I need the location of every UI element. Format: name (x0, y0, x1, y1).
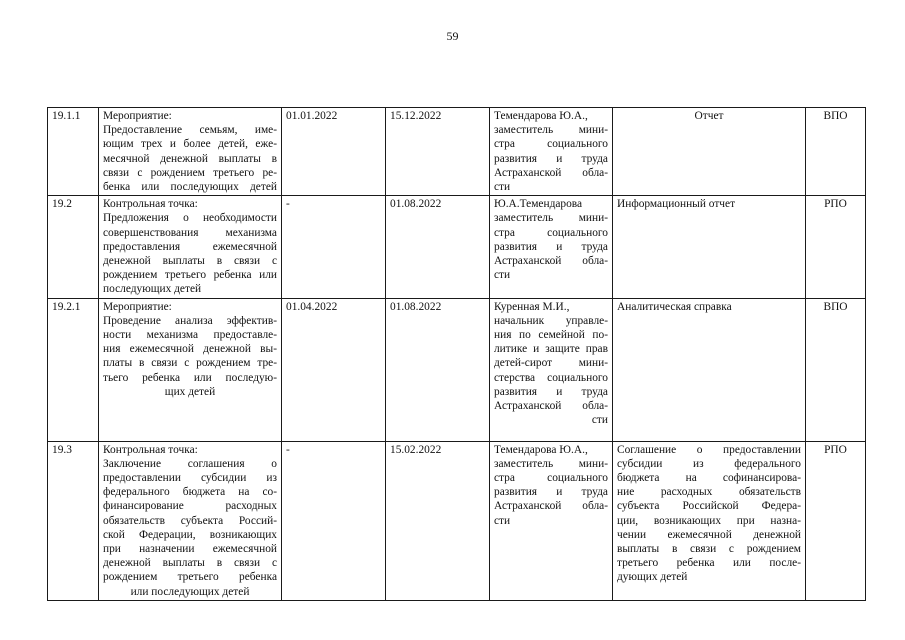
row-result (613, 298, 806, 441)
description-line: ской Федерации, возникающих (103, 528, 277, 541)
description-line: финансирование расходных (103, 500, 277, 513)
responsible-line: заместитель мини- (494, 212, 608, 225)
row-type: РПО (806, 441, 866, 600)
result-line: Отчет (694, 110, 724, 122)
responsible-line: развития и труда (494, 486, 608, 499)
row-start-date: - (282, 196, 386, 298)
row-end-date: 15.12.2022 (386, 108, 490, 196)
row-description (99, 298, 282, 441)
row-responsible (490, 441, 613, 600)
row-number: 19.2.1 (48, 298, 99, 441)
row-result (613, 108, 806, 196)
result-line: ние расходных обязательств (617, 486, 801, 499)
result-line: субсидии из федерального (617, 457, 801, 470)
responsible-line: сти (494, 181, 511, 194)
description-line: федерального бюджета на со- (103, 486, 277, 499)
description-line: Заключение соглашения о (103, 457, 277, 470)
result-line: субъекта Российской Федера- (617, 500, 801, 513)
responsible-line: стра социального (494, 472, 608, 485)
description-line: Предложения о необходимости (103, 212, 277, 225)
responsible-line: ния по семейной по- (494, 329, 608, 342)
row-end-date: 01.08.2022 (386, 298, 490, 441)
plan-table (47, 107, 866, 601)
row-description (99, 196, 282, 298)
row-responsible (490, 108, 613, 196)
result-line: третьего ребенка или после- (617, 557, 801, 570)
row-responsible (490, 196, 613, 298)
description-line: бенка или последующих детей (103, 181, 277, 194)
description-line: рождением третьего ребенка (103, 571, 277, 584)
description-line: ности механизма предоставле- (103, 329, 277, 342)
result-line: бюджета на софинансирова- (617, 472, 801, 485)
result-line: Аналитическая справка (617, 300, 732, 313)
row-start-date: 01.01.2022 (282, 108, 386, 196)
responsible-line: литике и защите прав (494, 343, 608, 356)
responsible-line: детей-сирот мини- (494, 357, 608, 370)
description-line: денежной выплаты в связи с (103, 255, 277, 268)
table-row (48, 441, 866, 600)
responsible-line: Астраханской обла- (494, 500, 608, 513)
description-line: ющим трех и более детей, еже- (103, 138, 277, 151)
responsible-line: Астраханской обла- (494, 166, 608, 179)
responsible-line: стерства социального (494, 371, 608, 384)
responsible-line: Темендарова Ю.А., (494, 443, 588, 456)
row-number: 19.1.1 (48, 108, 99, 196)
row-result (613, 441, 806, 600)
description-line: тьего ребенка или последую- (103, 371, 277, 384)
row-start-date: 01.04.2022 (282, 298, 386, 441)
responsible-line: развития и труда (494, 240, 608, 253)
responsible-line: начальник управле- (494, 314, 608, 327)
responsible-line: заместитель мини- (494, 457, 608, 470)
row-description (99, 108, 282, 196)
row-description (99, 441, 282, 600)
description-line: предоставления ежемесячной (103, 240, 277, 253)
row-heading: Мероприятие: (103, 110, 172, 122)
page-number: 59 (446, 29, 459, 43)
description-line: предоставлении субсидии из (103, 472, 277, 485)
responsible-line: сти (494, 269, 511, 282)
row-number: 19.3 (48, 441, 99, 600)
responsible-line: развития и труда (494, 385, 608, 398)
row-responsible (490, 298, 613, 441)
responsible-line: стра социального (494, 226, 608, 239)
responsible-line: Ю.А.Темендарова (494, 198, 583, 211)
description-line: рождением третьего ребенка или (103, 269, 277, 282)
table-row (48, 108, 866, 196)
row-start-date: - (282, 441, 386, 600)
description-line: месячной денежной выплаты в (103, 152, 277, 165)
result-line: дующих детей (617, 571, 688, 584)
row-type: РПО (806, 196, 866, 298)
result-line: Информационный отчет (617, 198, 736, 211)
description-line: денежной выплаты в связи с (103, 557, 277, 570)
result-line: ции, возникающих при назна- (617, 514, 801, 527)
description-line: платы в связи с рождением тре- (103, 357, 277, 370)
responsible-line: Темендарова Ю.А., (494, 110, 588, 122)
description-line: Проведение анализа эффектив- (103, 314, 277, 327)
responsible-line: Астраханской обла- (494, 400, 608, 413)
result-line: выплаты в связи с рождением (617, 543, 801, 556)
row-heading: Контрольная точка: (103, 198, 198, 211)
description-line: связи с рождением третьего ре- (103, 166, 277, 179)
description-line: при назначении ежемесячной (103, 543, 277, 556)
row-number: 19.2 (48, 196, 99, 298)
responsible-line: заместитель мини- (494, 124, 608, 137)
result-line: чении ежемесячной денежной (617, 528, 801, 541)
row-result (613, 196, 806, 298)
row-type: ВПО (806, 298, 866, 441)
row-type: ВПО (806, 108, 866, 196)
description-line: обязательств субъекта Россий- (103, 514, 277, 527)
description-line: последующих детей (103, 283, 202, 296)
plan-table-body (48, 108, 866, 601)
row-end-date: 01.08.2022 (386, 196, 490, 298)
row-heading: Мероприятие: (103, 300, 172, 313)
row-end-date: 15.02.2022 (386, 441, 490, 600)
description-line: Предоставление семьям, име- (103, 124, 277, 137)
description-line: щих детей (164, 385, 216, 398)
table-row (48, 298, 866, 441)
table-row (48, 196, 866, 298)
responsible-line: развития и труда (494, 152, 608, 165)
responsible-line: сти (591, 414, 608, 427)
description-line: совершенствования механизма (103, 226, 277, 239)
description-line: ния ежемесячной денежной вы- (103, 343, 277, 356)
result-line: Соглашение о предоставлении (617, 443, 801, 456)
description-line: или последующих детей (130, 585, 250, 598)
responsible-line: стра социального (494, 138, 608, 151)
row-heading: Контрольная точка: (103, 443, 198, 456)
responsible-line: Куренная М.И., (494, 300, 570, 313)
responsible-line: сти (494, 514, 511, 527)
responsible-line: Астраханской обла- (494, 255, 608, 268)
